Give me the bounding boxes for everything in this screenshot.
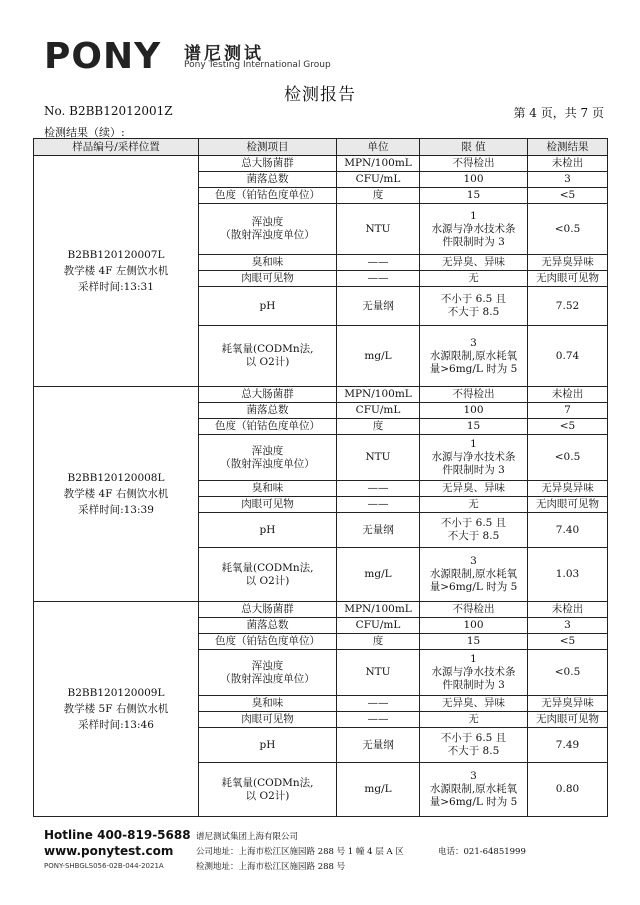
test-item-line: 耗氧量(CODMn法,: [221, 776, 314, 789]
limit-cell: [420, 419, 528, 435]
footer-address: [196, 830, 404, 875]
limit-cell: [420, 172, 528, 188]
sample-id: B2BB120120008L: [67, 472, 165, 484]
test-item: [199, 513, 337, 548]
unit-cell: 无量纲: [337, 287, 420, 326]
result-cell: 无肉眼可见物: [528, 271, 608, 287]
test-item-line: 浑浊度: [251, 216, 284, 228]
sample-location: 教学楼 4F 右侧饮水机: [63, 488, 169, 500]
results-table: [33, 138, 608, 817]
test-item: [199, 403, 337, 419]
result-cell: 无肉眼可见物: [528, 497, 608, 513]
logo-english-name: Pony Testing International Group: [184, 60, 331, 70]
sample-location: 教学楼 4F 左侧饮水机: [63, 265, 169, 277]
test-item-line: 菌落总数: [246, 404, 289, 416]
sample-time: 采样时间:13:46: [78, 719, 154, 731]
test-item: [199, 188, 337, 204]
test-item-line: 色度（铂钴色度单位）: [215, 635, 320, 647]
test-item-line: 臭和味: [251, 482, 284, 494]
limit-cell: [420, 650, 528, 696]
unit-cell: ——: [337, 271, 420, 287]
test-item: [199, 156, 337, 172]
limit-line: 100: [463, 404, 484, 416]
result-cell: <5: [528, 188, 608, 204]
logo-wordmark: PONY: [44, 36, 162, 77]
limit-cell: [420, 602, 528, 618]
test-item-line: 菌落总数: [246, 173, 289, 185]
unit-cell: ——: [337, 712, 420, 728]
limit-line: 量>6mg/L 时为 5: [429, 362, 518, 375]
sample-id: B2BB120120009L: [67, 687, 165, 699]
test-item-line: 浑浊度: [251, 444, 284, 457]
result-cell: 7.49: [528, 728, 608, 763]
result-cell: 1.03: [528, 548, 608, 602]
unit-cell: 无量纲: [337, 513, 420, 548]
limit-cell: [420, 204, 528, 255]
result-cell: 无异臭异味: [528, 255, 608, 271]
test-item-line: 总大肠菌群: [241, 388, 294, 400]
sample-cell: [34, 602, 199, 817]
unit-cell: MPN/100mL: [337, 602, 420, 618]
limit-line: 水源限制,原水耗氧: [429, 568, 518, 580]
test-item-line: 以 O2计): [245, 574, 290, 587]
result-cell: <0.5: [528, 650, 608, 696]
limit-line: 水源与净水技术条: [431, 222, 516, 235]
limit-line: 不大于 8.5: [447, 306, 500, 318]
unit-cell: ——: [337, 497, 420, 513]
limit-line: 不得检出: [452, 157, 495, 169]
header-item: 检测项目: [199, 139, 337, 156]
test-item-line: 色度（铂钴色度单位）: [215, 420, 320, 432]
table-row: [34, 156, 608, 172]
test-item-line: 菌落总数: [246, 619, 289, 631]
limit-line: 15: [466, 189, 481, 201]
test-item-line: 耗氧量(CODMn法,: [221, 343, 314, 355]
limit-line: 水源与净水技术条: [431, 666, 516, 678]
test-item: [199, 387, 337, 403]
result-cell: 7.52: [528, 287, 608, 326]
unit-cell: mg/L: [337, 326, 420, 387]
section-label: 检测结果（续）:: [44, 126, 125, 139]
test-item-line: 色度（铂钴色度单位）: [215, 189, 320, 201]
limit-cell: [420, 634, 528, 650]
limit-cell: [420, 255, 528, 271]
unit-cell: CFU/mL: [337, 172, 420, 188]
limit-line: 15: [466, 420, 481, 432]
header-limit: 限 值: [420, 139, 528, 156]
footer-contact: [44, 828, 191, 870]
test-item-line: pH: [259, 738, 276, 751]
limit-line: 不小于 6.5 且: [440, 293, 507, 305]
test-item: [199, 728, 337, 763]
table-row: [34, 602, 608, 618]
unit-cell: NTU: [337, 204, 420, 255]
limit-line: 无: [468, 713, 479, 725]
unit-cell: ——: [337, 481, 420, 497]
limit-cell: [420, 326, 528, 387]
unit-cell: ——: [337, 696, 420, 712]
unit-cell: CFU/mL: [337, 403, 420, 419]
limit-line: 不大于 8.5: [447, 745, 500, 757]
limit-line: 件限制时为 3: [442, 679, 505, 691]
limit-line: 15: [466, 635, 481, 647]
header-unit: 单位: [337, 139, 420, 156]
limit-line: 不得检出: [452, 603, 495, 615]
limit-line: 无异臭、异味: [442, 256, 505, 268]
limit-cell: [420, 271, 528, 287]
limit-line: 1: [470, 653, 477, 665]
limit-line: 水源限制,原水耗氧: [429, 349, 518, 362]
result-cell: <0.5: [528, 435, 608, 481]
limit-cell: [420, 728, 528, 763]
limit-cell: [420, 156, 528, 172]
report-number: No. B2BB12012001Z: [44, 104, 173, 118]
sample-id: B2BB120120007L: [67, 249, 165, 261]
limit-line: 1: [470, 209, 477, 222]
result-cell: <0.5: [528, 204, 608, 255]
limit-line: 水源限制,原水耗氧: [429, 783, 518, 795]
logo-chinese-name: 谱尼测试: [184, 44, 264, 64]
test-item: [199, 255, 337, 271]
limit-cell: [420, 403, 528, 419]
header-result: 检测结果: [528, 139, 608, 156]
test-item-line: 肉眼可见物: [241, 713, 294, 725]
test-item-line: pH: [259, 299, 276, 312]
test-item: [199, 548, 337, 602]
test-item-line: 以 O2计): [245, 356, 290, 368]
unit-cell: 度: [337, 188, 420, 204]
test-item-line: 臭和味: [251, 256, 284, 268]
test-item: [199, 419, 337, 435]
result-cell: <5: [528, 419, 608, 435]
limit-line: 无: [468, 498, 479, 510]
limit-cell: [420, 618, 528, 634]
limit-line: 3: [470, 336, 477, 349]
limit-cell: [420, 287, 528, 326]
test-item: [199, 763, 337, 817]
result-cell: 未检出: [528, 602, 608, 618]
result-cell: 0.74: [528, 326, 608, 387]
hotline: Hotline 400-819-5688: [44, 828, 191, 842]
result-cell: 7.40: [528, 513, 608, 548]
test-item-line: pH: [259, 523, 276, 536]
limit-line: 件限制时为 3: [442, 235, 505, 248]
limit-line: 件限制时为 3: [442, 464, 505, 476]
result-cell: 无异臭异味: [528, 696, 608, 712]
document-id: PONY-SHBGLS056-02B-044-2021A: [44, 862, 164, 870]
unit-cell: mg/L: [337, 763, 420, 817]
limit-line: 不大于 8.5: [447, 530, 500, 542]
company-address: 公司地址：上海市松江区施园路 288 号 1 幢 4 层 A 区: [196, 847, 404, 857]
limit-cell: [420, 481, 528, 497]
page-indicator: 第 4 页，共 7 页: [513, 106, 604, 120]
limit-line: 100: [463, 619, 484, 631]
result-cell: 0.80: [528, 763, 608, 817]
unit-cell: ——: [337, 255, 420, 271]
result-cell: 未检出: [528, 156, 608, 172]
limit-line: 1: [470, 438, 477, 450]
unit-cell: 无量纲: [337, 728, 420, 763]
limit-cell: [420, 387, 528, 403]
limit-line: 无异臭、异味: [442, 482, 505, 494]
sample-time: 采样时间:13:39: [78, 504, 154, 516]
limit-line: 量>6mg/L 时为 5: [429, 796, 518, 808]
unit-cell: CFU/mL: [337, 618, 420, 634]
limit-cell: [420, 188, 528, 204]
test-item: [199, 271, 337, 287]
test-item: [199, 287, 337, 326]
company-name: 谱尼测试集团上海有限公司: [196, 832, 299, 842]
result-cell: 未检出: [528, 387, 608, 403]
table-row: [34, 387, 608, 403]
website: www.ponytest.com: [44, 844, 174, 858]
test-item-line: 总大肠菌群: [241, 157, 294, 169]
test-item-line: 臭和味: [251, 697, 284, 709]
test-item-line: （散射浑浊度单位）: [220, 672, 315, 685]
test-item-line: 浑浊度: [251, 659, 284, 672]
test-item: [199, 326, 337, 387]
sample-cell: [34, 387, 199, 602]
limit-line: 量>6mg/L 时为 5: [429, 581, 518, 593]
result-cell: 无异臭异味: [528, 481, 608, 497]
test-item-line: 总大肠菌群: [241, 603, 294, 615]
limit-line: 水源与净水技术条: [431, 451, 516, 463]
limit-cell: [420, 763, 528, 817]
test-item: [199, 172, 337, 188]
result-cell: <5: [528, 634, 608, 650]
phone: 电话：021-64851999: [438, 847, 526, 857]
sample-cell: [34, 156, 199, 387]
limit-line: 100: [463, 173, 484, 185]
limit-line: 不小于 6.5 且: [440, 732, 507, 744]
limit-line: 无: [468, 272, 479, 284]
test-item-line: 耗氧量(CODMn法,: [221, 561, 314, 574]
limit-cell: [420, 435, 528, 481]
sample-time: 采样时间:13:31: [78, 281, 154, 293]
limit-cell: [420, 513, 528, 548]
unit-cell: 度: [337, 634, 420, 650]
test-item-line: （散射浑浊度单位）: [220, 229, 315, 241]
limit-cell: [420, 548, 528, 602]
unit-cell: MPN/100mL: [337, 387, 420, 403]
test-item: [199, 481, 337, 497]
test-item: [199, 602, 337, 618]
test-item: [199, 696, 337, 712]
unit-cell: MPN/100mL: [337, 156, 420, 172]
test-item-line: （散射浑浊度单位）: [220, 457, 315, 470]
test-item-line: 以 O2计): [245, 789, 290, 802]
unit-cell: 度: [337, 419, 420, 435]
document-title: 检测报告: [284, 85, 356, 105]
test-address: 检测地址：上海市松江区施园路 288 号: [196, 862, 346, 872]
test-item-line: 肉眼可见物: [241, 272, 294, 284]
results-body: [34, 156, 608, 817]
sample-location: 教学楼 5F 右侧饮水机: [63, 703, 169, 715]
test-item: [199, 634, 337, 650]
result-cell: 7: [528, 403, 608, 419]
test-item: [199, 435, 337, 481]
table-header-row: [34, 139, 608, 156]
test-item: [199, 650, 337, 696]
limit-line: 无异臭、异味: [442, 697, 505, 709]
limit-cell: [420, 712, 528, 728]
limit-line: 不得检出: [452, 388, 495, 400]
test-item: [199, 497, 337, 513]
limit-line: 3: [470, 770, 477, 782]
test-item-line: 肉眼可见物: [241, 498, 294, 510]
limit-line: 不小于 6.5 且: [440, 517, 507, 529]
header-sample: 样品编号/采样位置: [34, 139, 199, 156]
test-item: [199, 204, 337, 255]
unit-cell: NTU: [337, 650, 420, 696]
limit-line: 3: [470, 555, 477, 567]
unit-cell: NTU: [337, 435, 420, 481]
result-cell: 3: [528, 172, 608, 188]
result-cell: 无肉眼可见物: [528, 712, 608, 728]
unit-cell: mg/L: [337, 548, 420, 602]
test-item: [199, 618, 337, 634]
limit-cell: [420, 696, 528, 712]
result-cell: 3: [528, 618, 608, 634]
test-item: [199, 712, 337, 728]
limit-cell: [420, 497, 528, 513]
